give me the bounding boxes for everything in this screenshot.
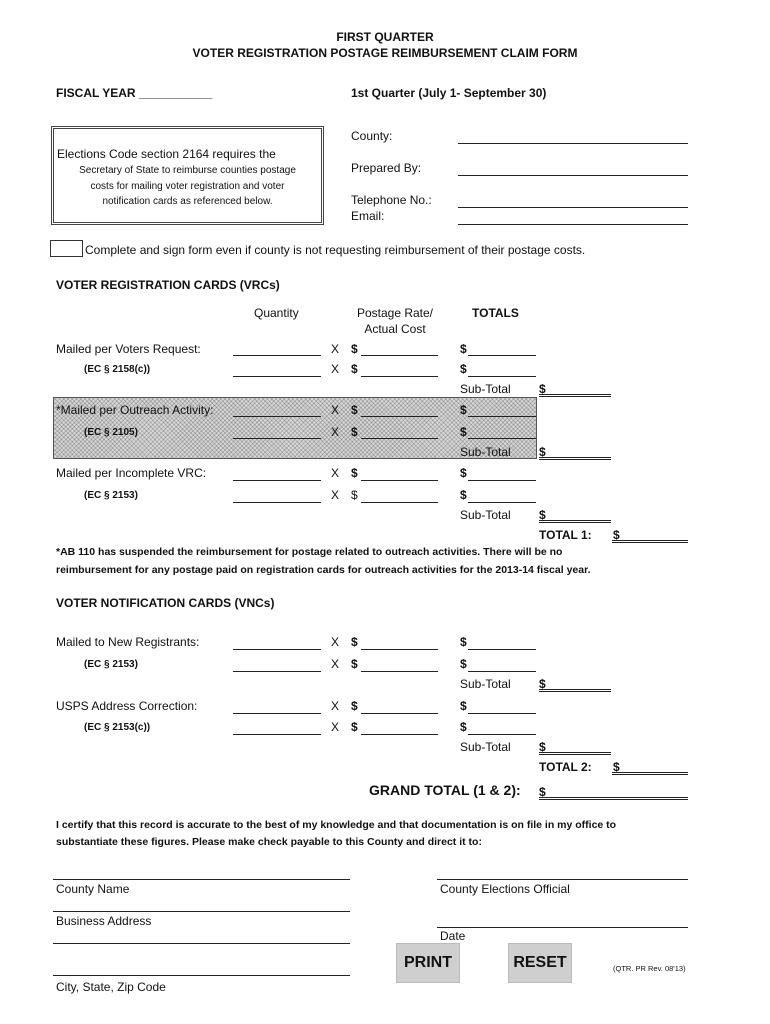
dollar-sign: $ bbox=[351, 466, 358, 480]
fiscal-year-label: FISCAL YEAR ___________ bbox=[56, 86, 213, 100]
ec-2153-label: (EC § 2153) bbox=[84, 490, 138, 501]
vrc-incomplete-rate-2[interactable] bbox=[361, 490, 438, 503]
vnc-new-rate-2[interactable] bbox=[361, 659, 438, 672]
multiply-sign: X bbox=[331, 635, 340, 649]
subtotal-label: Sub-Total bbox=[460, 677, 511, 691]
email-input[interactable] bbox=[458, 212, 688, 225]
usps-label: USPS Address Correction: bbox=[56, 699, 198, 713]
business-address-line[interactable] bbox=[53, 899, 350, 912]
multiply-sign: X bbox=[331, 362, 340, 376]
vrc-request-total-1[interactable] bbox=[468, 343, 536, 356]
subtotal-line bbox=[539, 520, 611, 523]
vrc-request-qty-2[interactable] bbox=[233, 364, 321, 377]
notice-line-3: costs for mailing voter registration and voter bbox=[90, 181, 285, 192]
notice-line-4: notification cards as referenced below. bbox=[102, 196, 273, 207]
official-label: County Elections Official bbox=[440, 882, 570, 896]
multiply-sign: X bbox=[331, 342, 340, 356]
business-address-label: Business Address bbox=[56, 914, 152, 928]
vnc-new-qty-1[interactable] bbox=[233, 637, 321, 650]
county-name-label: County Name bbox=[56, 882, 130, 896]
total-2-line bbox=[612, 772, 688, 775]
subtotal-line bbox=[539, 689, 611, 692]
vrc-request-rate-2[interactable] bbox=[361, 364, 438, 377]
mailed-incomplete-label: Mailed per Incomplete VRC: bbox=[56, 466, 207, 480]
total-1-label: TOTAL 1: bbox=[539, 528, 592, 542]
dollar-sign: $ bbox=[460, 699, 467, 713]
vnc-new-total-1[interactable] bbox=[468, 637, 536, 650]
acknowledge-checkbox[interactable] bbox=[50, 240, 83, 257]
multiply-sign: X bbox=[331, 657, 340, 671]
outreach-qty-line-2 bbox=[233, 438, 321, 439]
mailed-request-label: Mailed per Voters Request: bbox=[56, 342, 201, 356]
mailed-outreach-label: *Mailed per Outreach Activity: bbox=[56, 403, 214, 417]
dollar-sign: $ bbox=[351, 699, 358, 713]
dollar-sign: $ bbox=[351, 720, 358, 734]
multiply-sign: X bbox=[331, 720, 340, 734]
dollar-sign: $ bbox=[539, 445, 546, 459]
business-address-input[interactable] bbox=[53, 931, 350, 944]
vrc-incomplete-rate-1[interactable] bbox=[361, 468, 438, 481]
vrc-request-rate-1[interactable] bbox=[361, 343, 438, 356]
dollar-sign: $ bbox=[460, 466, 467, 480]
notice-box bbox=[51, 126, 324, 225]
dollar-sign: $ bbox=[460, 362, 467, 376]
dollar-sign: $ bbox=[351, 342, 358, 356]
multiply-sign: X bbox=[331, 425, 340, 439]
vrc-heading: VOTER REGISTRATION CARDS (VRCs) bbox=[56, 278, 280, 292]
print-button[interactable]: PRINT bbox=[396, 943, 460, 983]
date-label: Date bbox=[440, 929, 466, 943]
prepared-by-input[interactable] bbox=[458, 163, 688, 176]
subtotal-line bbox=[539, 752, 611, 755]
ec-2105-label: (EC § 2105) bbox=[84, 427, 138, 438]
total-1-line bbox=[612, 540, 688, 543]
dollar-sign: $ bbox=[460, 720, 467, 734]
vnc-usps-qty-1[interactable] bbox=[233, 701, 321, 714]
subtotal-label: Sub-Total bbox=[460, 508, 511, 522]
dollar-sign: $ bbox=[351, 488, 358, 502]
col-rate-2: Actual Cost bbox=[364, 322, 426, 336]
dollar-sign: $ bbox=[460, 403, 467, 417]
vnc-usps-rate-1[interactable] bbox=[361, 701, 438, 714]
outreach-total-line-2 bbox=[468, 438, 536, 439]
dollar-sign: $ bbox=[351, 362, 358, 376]
vrc-incomplete-qty-1[interactable] bbox=[233, 468, 321, 481]
ab110-note-1: *AB 110 has suspended the reimbursement for postage related to outreach activities. There will be no bbox=[56, 546, 563, 558]
certify-line-2: substantiate these figures. Please make check payable to this County and direct it to: bbox=[56, 836, 482, 848]
vnc-usps-total-1[interactable] bbox=[468, 701, 536, 714]
city-state-zip-label: City, State, Zip Code bbox=[56, 980, 166, 994]
prepared-by-label: Prepared By: bbox=[351, 161, 422, 175]
col-rate-1: Postage Rate/ bbox=[356, 306, 434, 320]
dollar-sign: $ bbox=[539, 677, 546, 691]
telephone-input[interactable] bbox=[458, 195, 688, 208]
subtotal-line bbox=[539, 457, 611, 460]
vrc-incomplete-total-1[interactable] bbox=[468, 468, 536, 481]
vnc-new-qty-2[interactable] bbox=[233, 659, 321, 672]
dollar-sign: $ bbox=[539, 508, 546, 522]
dollar-sign: $ bbox=[539, 382, 546, 396]
dollar-sign: $ bbox=[351, 657, 358, 671]
vnc-new-total-2[interactable] bbox=[468, 659, 536, 672]
dollar-sign: $ bbox=[351, 425, 358, 439]
multiply-sign: X bbox=[331, 699, 340, 713]
telephone-label: Telephone No.: bbox=[351, 193, 432, 207]
dollar-sign: $ bbox=[613, 760, 620, 774]
outreach-rate-line-2 bbox=[361, 438, 438, 439]
reset-button[interactable]: RESET bbox=[508, 943, 572, 983]
county-input[interactable] bbox=[458, 131, 688, 144]
dollar-sign: $ bbox=[460, 635, 467, 649]
outreach-qty-line bbox=[233, 416, 321, 417]
form-title: FIRST QUARTER bbox=[336, 30, 434, 44]
dollar-sign: $ bbox=[539, 740, 546, 754]
dollar-sign: $ bbox=[460, 657, 467, 671]
county-label: County: bbox=[351, 129, 393, 143]
quarter-label: 1st Quarter (July 1- September 30) bbox=[351, 86, 547, 100]
dollar-sign: $ bbox=[460, 425, 467, 439]
revision-label: (QTR. PR Rev. 08'13) bbox=[613, 964, 686, 973]
vrc-incomplete-qty-2[interactable] bbox=[233, 490, 321, 503]
certify-line-1: I certify that this record is accurate to the best of my knowledge and that documentation is on file in my office to bbox=[56, 819, 617, 831]
dollar-sign: $ bbox=[613, 528, 620, 542]
dollar-sign: $ bbox=[539, 785, 546, 799]
col-totals: TOTALS bbox=[472, 306, 519, 320]
grand-total-label: GRAND TOTAL (1 & 2): bbox=[369, 782, 521, 798]
vnc-heading: VOTER NOTIFICATION CARDS (VNCs) bbox=[56, 596, 275, 610]
outreach-total-line bbox=[468, 416, 536, 417]
complete-notice: Complete and sign form even if county is not requesting reimbursement of their postage costs. bbox=[85, 243, 586, 257]
subtotal-label: Sub-Total bbox=[460, 740, 511, 754]
subtotal-label: Sub-Total bbox=[460, 445, 511, 459]
elections-official-input[interactable] bbox=[437, 867, 688, 880]
county-name-input[interactable] bbox=[53, 867, 350, 880]
vrc-incomplete-total-2[interactable] bbox=[468, 490, 536, 503]
vrc-request-qty-1[interactable] bbox=[233, 343, 321, 356]
multiply-sign: X bbox=[331, 466, 340, 480]
date-input[interactable] bbox=[437, 915, 688, 928]
ec-2158-label: (EC § 2158(c)) bbox=[84, 364, 151, 375]
vnc-new-rate-1[interactable] bbox=[361, 637, 438, 650]
vnc-usps-total-2[interactable] bbox=[468, 722, 536, 735]
outreach-rate-line bbox=[361, 416, 438, 417]
multiply-sign: X bbox=[331, 403, 340, 417]
subtotal-line bbox=[539, 394, 611, 397]
notice-line-2: Secretary of State to reimburse counties postage bbox=[79, 165, 296, 176]
grand-total-line bbox=[539, 797, 688, 800]
city-state-zip-input[interactable] bbox=[53, 963, 350, 976]
dollar-sign: $ bbox=[460, 342, 467, 356]
dollar-sign: $ bbox=[351, 403, 358, 417]
vnc-usps-rate-2[interactable] bbox=[361, 722, 438, 735]
email-label: Email: bbox=[351, 209, 385, 223]
mailed-new-label: Mailed to New Registrants: bbox=[56, 635, 200, 649]
vrc-request-total-2[interactable] bbox=[468, 364, 536, 377]
notice-line-1: Elections Code section 2164 requires the bbox=[57, 147, 276, 161]
col-quantity: Quantity bbox=[254, 306, 299, 320]
ec-2153-label: (EC § 2153) bbox=[84, 659, 138, 670]
vnc-usps-qty-2[interactable] bbox=[233, 722, 321, 735]
dollar-sign: $ bbox=[351, 635, 358, 649]
dollar-sign: $ bbox=[460, 488, 467, 502]
total-2-label: TOTAL 2: bbox=[539, 760, 592, 774]
ec-2153c-label: (EC § 2153(c)) bbox=[84, 722, 151, 733]
form-subtitle: VOTER REGISTRATION POSTAGE REIMBURSEMENT CLAIM FORM bbox=[192, 46, 578, 60]
ab110-note-2: reimbursement for any postage paid on registration cards for outreach activities for the 2013-14 fiscal year. bbox=[56, 564, 591, 576]
subtotal-label: Sub-Total bbox=[460, 382, 511, 396]
multiply-sign: X bbox=[331, 488, 340, 502]
